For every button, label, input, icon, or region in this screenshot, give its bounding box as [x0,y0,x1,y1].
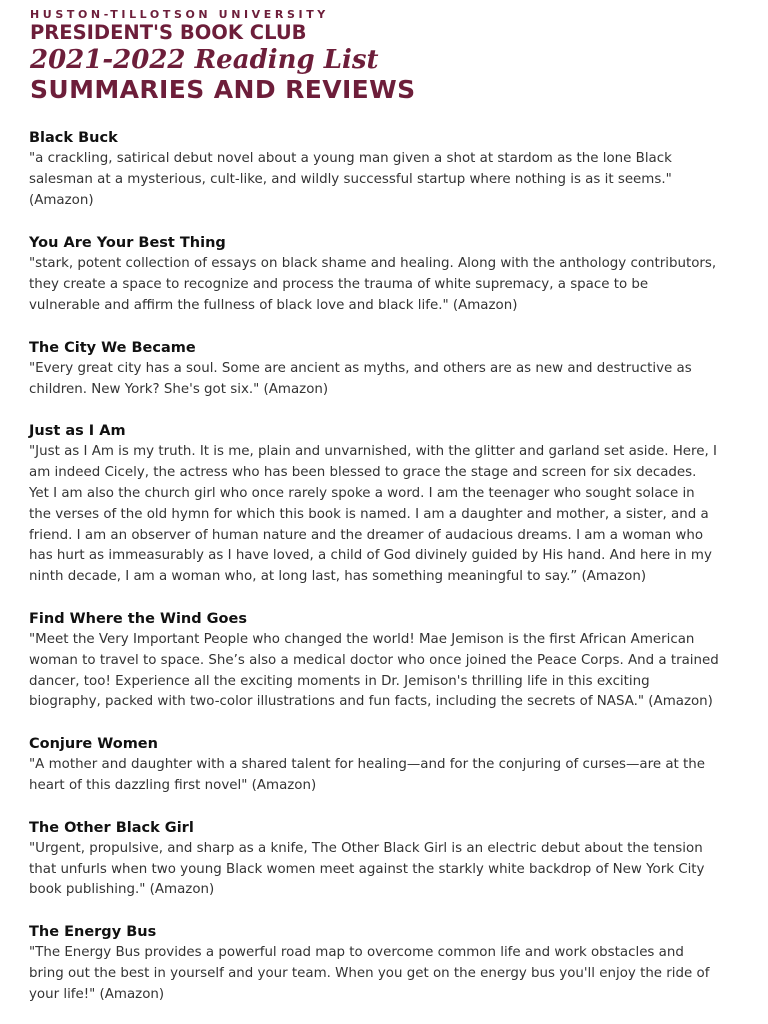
book-review: "A mother and daughter with a shared talent for healing—and for the conjuring of curses—are at the heart of this dazzling first novel" (Amazon) [29,757,706,793]
book-title: Black Buck [29,130,118,146]
book-entry-you-are-your-best-thing [29,233,719,316]
book-entry-black-buck [29,128,719,211]
book-title: You Are Your Best Thing [29,235,226,252]
book-review: "stark, potent collection of essays on black shame and healing. Along with the anthology contributors, they create a space to recognize and process the trauma of white supremacy, a space to be vulnerable and affirm the fullness of black love and black life." (Amazon) [29,256,717,313]
book-title: Conjure Women [29,736,158,753]
reading-list-title: 2021-2022 Reading List [30,45,379,75]
book-review: "Urgent, propulsive, and sharp as a knife, The Other Black Girl is an electric debut about the tension that unfurls when two young Black women meet against the starkly white backdrop of New York City book publishing." (Amazon) [29,840,705,898]
book-review: "The Energy Bus provides a powerful road map to overcome common life and work obstacles and bring out the best in yourself and your team. When you get on the energy bus you'll enjoy the ride of your life!" (Amazon) [29,945,710,1002]
book-title: The City We Became [29,339,196,356]
university-name: HUSTON-TILLOTSON UNIVERSITY [30,8,329,21]
book-entry-just-as-i-am [29,421,719,588]
header [30,8,730,105]
book-entry-the-energy-bus [29,922,719,1005]
book-review: "Just as I Am is my truth. It is me, plain and unvarnished, with the glitter and garland set aside. Here, I am indeed Cicely, the actress who has been blessed to grace the stage and screen for six decades. Yet I am also the church girl who once rarely spoke a word. I am the teenager who sought solace in the verses of the old hymn for which this book is named. I am a daughter and mother, a sister, and a friend. I am an observer of human nature and the dreamer of audacious dreams. I am a woman who has hurt as immeasurably as I have loved, a child of God divinely guided by His hand. And here in my ninth decade, I am a woman who, at long last, has something meaningful to say.” (Amazon) [29,444,717,585]
book-club-title: PRESIDENT'S BOOK CLUB [30,21,307,44]
book-title: The Other Black Girl [29,819,194,836]
book-entry-find-where-the-wind-goes [29,609,719,713]
book-review: "a crackling, satirical debut novel about a young man given a shot at stardom as the lone Black salesman at a mysterious, cult-like, and wildly successful startup where nothing is as it seems." (Amazon) [29,151,672,208]
book-entry-the-other-black-girl [29,818,719,901]
book-title: Find Where the Wind Goes [29,610,247,627]
book-review: "Meet the Very Important People who changed the world! Mae Jemison is the first African American woman to travel to space. She’s also a medical doctor who once joined the Peace Corps. And a trained dancer, too! Experience all the exciting moments in Dr. Jemison's thrilling life in this exciting biography, packed with two-color illustrations and fun facts, including the secrets of NASA." (Amazon) [29,631,719,710]
book-title: Just as I Am [29,423,126,440]
summaries-heading: SUMMARIES AND REVIEWS [30,75,416,104]
book-title: The Energy Bus [29,924,157,941]
book-entry-the-city-we-became [29,338,719,401]
book-entry-conjure-women [29,734,719,797]
book-review: "Every great city has a soul. Some are ancient as myths, and others are as new and destructive as children. New York? She's got six." (Amazon) [29,360,692,397]
book-list [29,128,719,1006]
